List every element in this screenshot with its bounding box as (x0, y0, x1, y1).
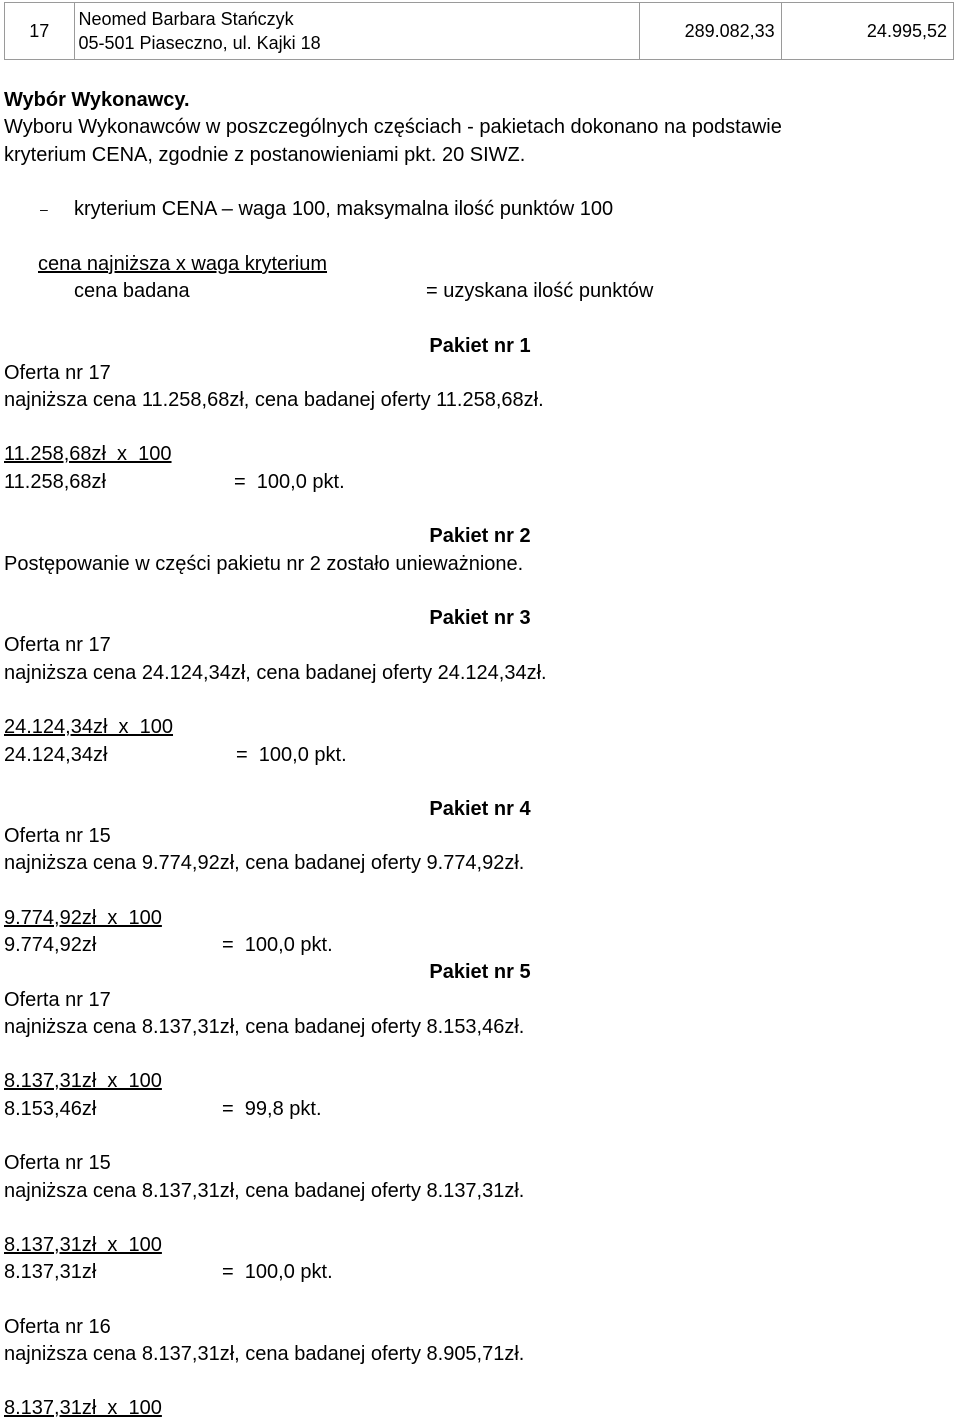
pakiet-4-calc-denominator: 9.774,92zł (4, 934, 97, 956)
pakiet-3-title: Pakiet nr 3 (429, 607, 531, 629)
pakiet-5-offer-16-calc-numerator: 8.137,31zł x 100 (4, 1397, 162, 1419)
pakiet-5-offer-17-calc-numerator: 8.137,31zł x 100 (4, 1070, 162, 1092)
pakiet-1-offer: Oferta nr 17 (4, 362, 111, 384)
pakiet-3-calc-denominator: 24.124,34zł (4, 744, 108, 766)
pakiet-5-offer-17-calc-result: = 99,8 pkt. (222, 1098, 322, 1120)
pakiet-5-offer-15-price-line: najniższa cena 8.137,31zł, cena badanej oferty 8.137,31zł. (4, 1180, 525, 1202)
pakiet-4-calc-result: = 100,0 pkt. (222, 934, 333, 956)
selection-text-line-2: kryterium CENA, zgodnie z postanowieniami pkt. 20 SIWZ. (4, 144, 526, 166)
bullet-dash: – (40, 201, 48, 217)
offer-contractor-cell (74, 3, 639, 60)
offer-value-2-cell: 24.995,52 (781, 3, 953, 60)
formula-result: = uzyskana ilość punktów (426, 280, 654, 302)
pakiet-4-offer: Oferta nr 15 (4, 825, 111, 847)
pakiet-5-offer-16-price-line: najniższa cena 8.137,31zł, cena badanej oferty 8.905,71zł. (4, 1343, 525, 1365)
pakiet-5-offer-16: Oferta nr 16 (4, 1316, 111, 1338)
pakiet-3-price-line: najniższa cena 24.124,34zł, cena badanej oferty 24.124,34zł. (4, 662, 547, 684)
pakiet-5-offer-15-calc-result: = 100,0 pkt. (222, 1261, 333, 1283)
pakiet-1-calc-denominator: 11.258,68zł (4, 471, 106, 493)
formula-denominator: cena badana (74, 280, 190, 302)
pakiet-5-offer-17-calc-denominator: 8.153,46zł (4, 1098, 97, 1120)
formula-numerator: cena najniższa x waga kryterium (38, 253, 328, 275)
selection-heading: Wybór Wykonawcy. (4, 89, 190, 111)
pakiet-5-offer-17: Oferta nr 17 (4, 989, 111, 1011)
pakiet-2-title: Pakiet nr 2 (429, 525, 531, 547)
pakiet-2-note: Postępowanie w części pakietu nr 2 zostało unieważnione. (4, 553, 524, 575)
pakiet-5-offer-15-calc-numerator: 8.137,31zł x 100 (4, 1234, 162, 1256)
pakiet-1-title: Pakiet nr 1 (429, 335, 531, 357)
pakiet-3-calc-result: = 100,0 pkt. (236, 744, 347, 766)
contractor-address: 05-501 Piaseczno, ul. Kajki 18 (78, 33, 321, 53)
selection-text-line-1: Wyboru Wykonawców w poszczególnych częściach - pakietach dokonano na podstawie (4, 116, 782, 138)
offer-table-row (4, 2, 954, 60)
criterion-text: kryterium CENA – waga 100, maksymalna ilość punktów 100 (74, 198, 614, 220)
pakiet-4-calc-numerator: 9.774,92zł x 100 (4, 907, 162, 929)
pakiet-3-calc-numerator: 24.124,34zł x 100 (4, 716, 174, 738)
offer-number-cell: 17 (5, 3, 75, 60)
pakiet-5-offer-15: Oferta nr 15 (4, 1152, 111, 1174)
pakiet-1-calc-result: = 100,0 pkt. (234, 471, 345, 493)
pakiet-3-offer: Oferta nr 17 (4, 634, 111, 656)
pakiet-5-offer-15-calc-denominator: 8.137,31zł (4, 1261, 97, 1283)
pakiet-4-price-line: najniższa cena 9.774,92zł, cena badanej oferty 9.774,92zł. (4, 852, 525, 874)
pakiet-1-calc-numerator: 11.258,68zł x 100 (4, 443, 172, 465)
offer-value-1-cell: 289.082,33 (639, 3, 781, 60)
pakiet-1-price-line: najniższa cena 11.258,68zł, cena badanej oferty 11.258,68zł. (4, 389, 544, 411)
contractor-name: Neomed Barbara Stańczyk (78, 9, 294, 29)
pakiet-4-title: Pakiet nr 4 (429, 798, 531, 820)
pakiet-5-title: Pakiet nr 5 (429, 961, 531, 983)
pakiet-5-offer-17-price-line: najniższa cena 8.137,31zł, cena badanej oferty 8.153,46zł. (4, 1016, 525, 1038)
